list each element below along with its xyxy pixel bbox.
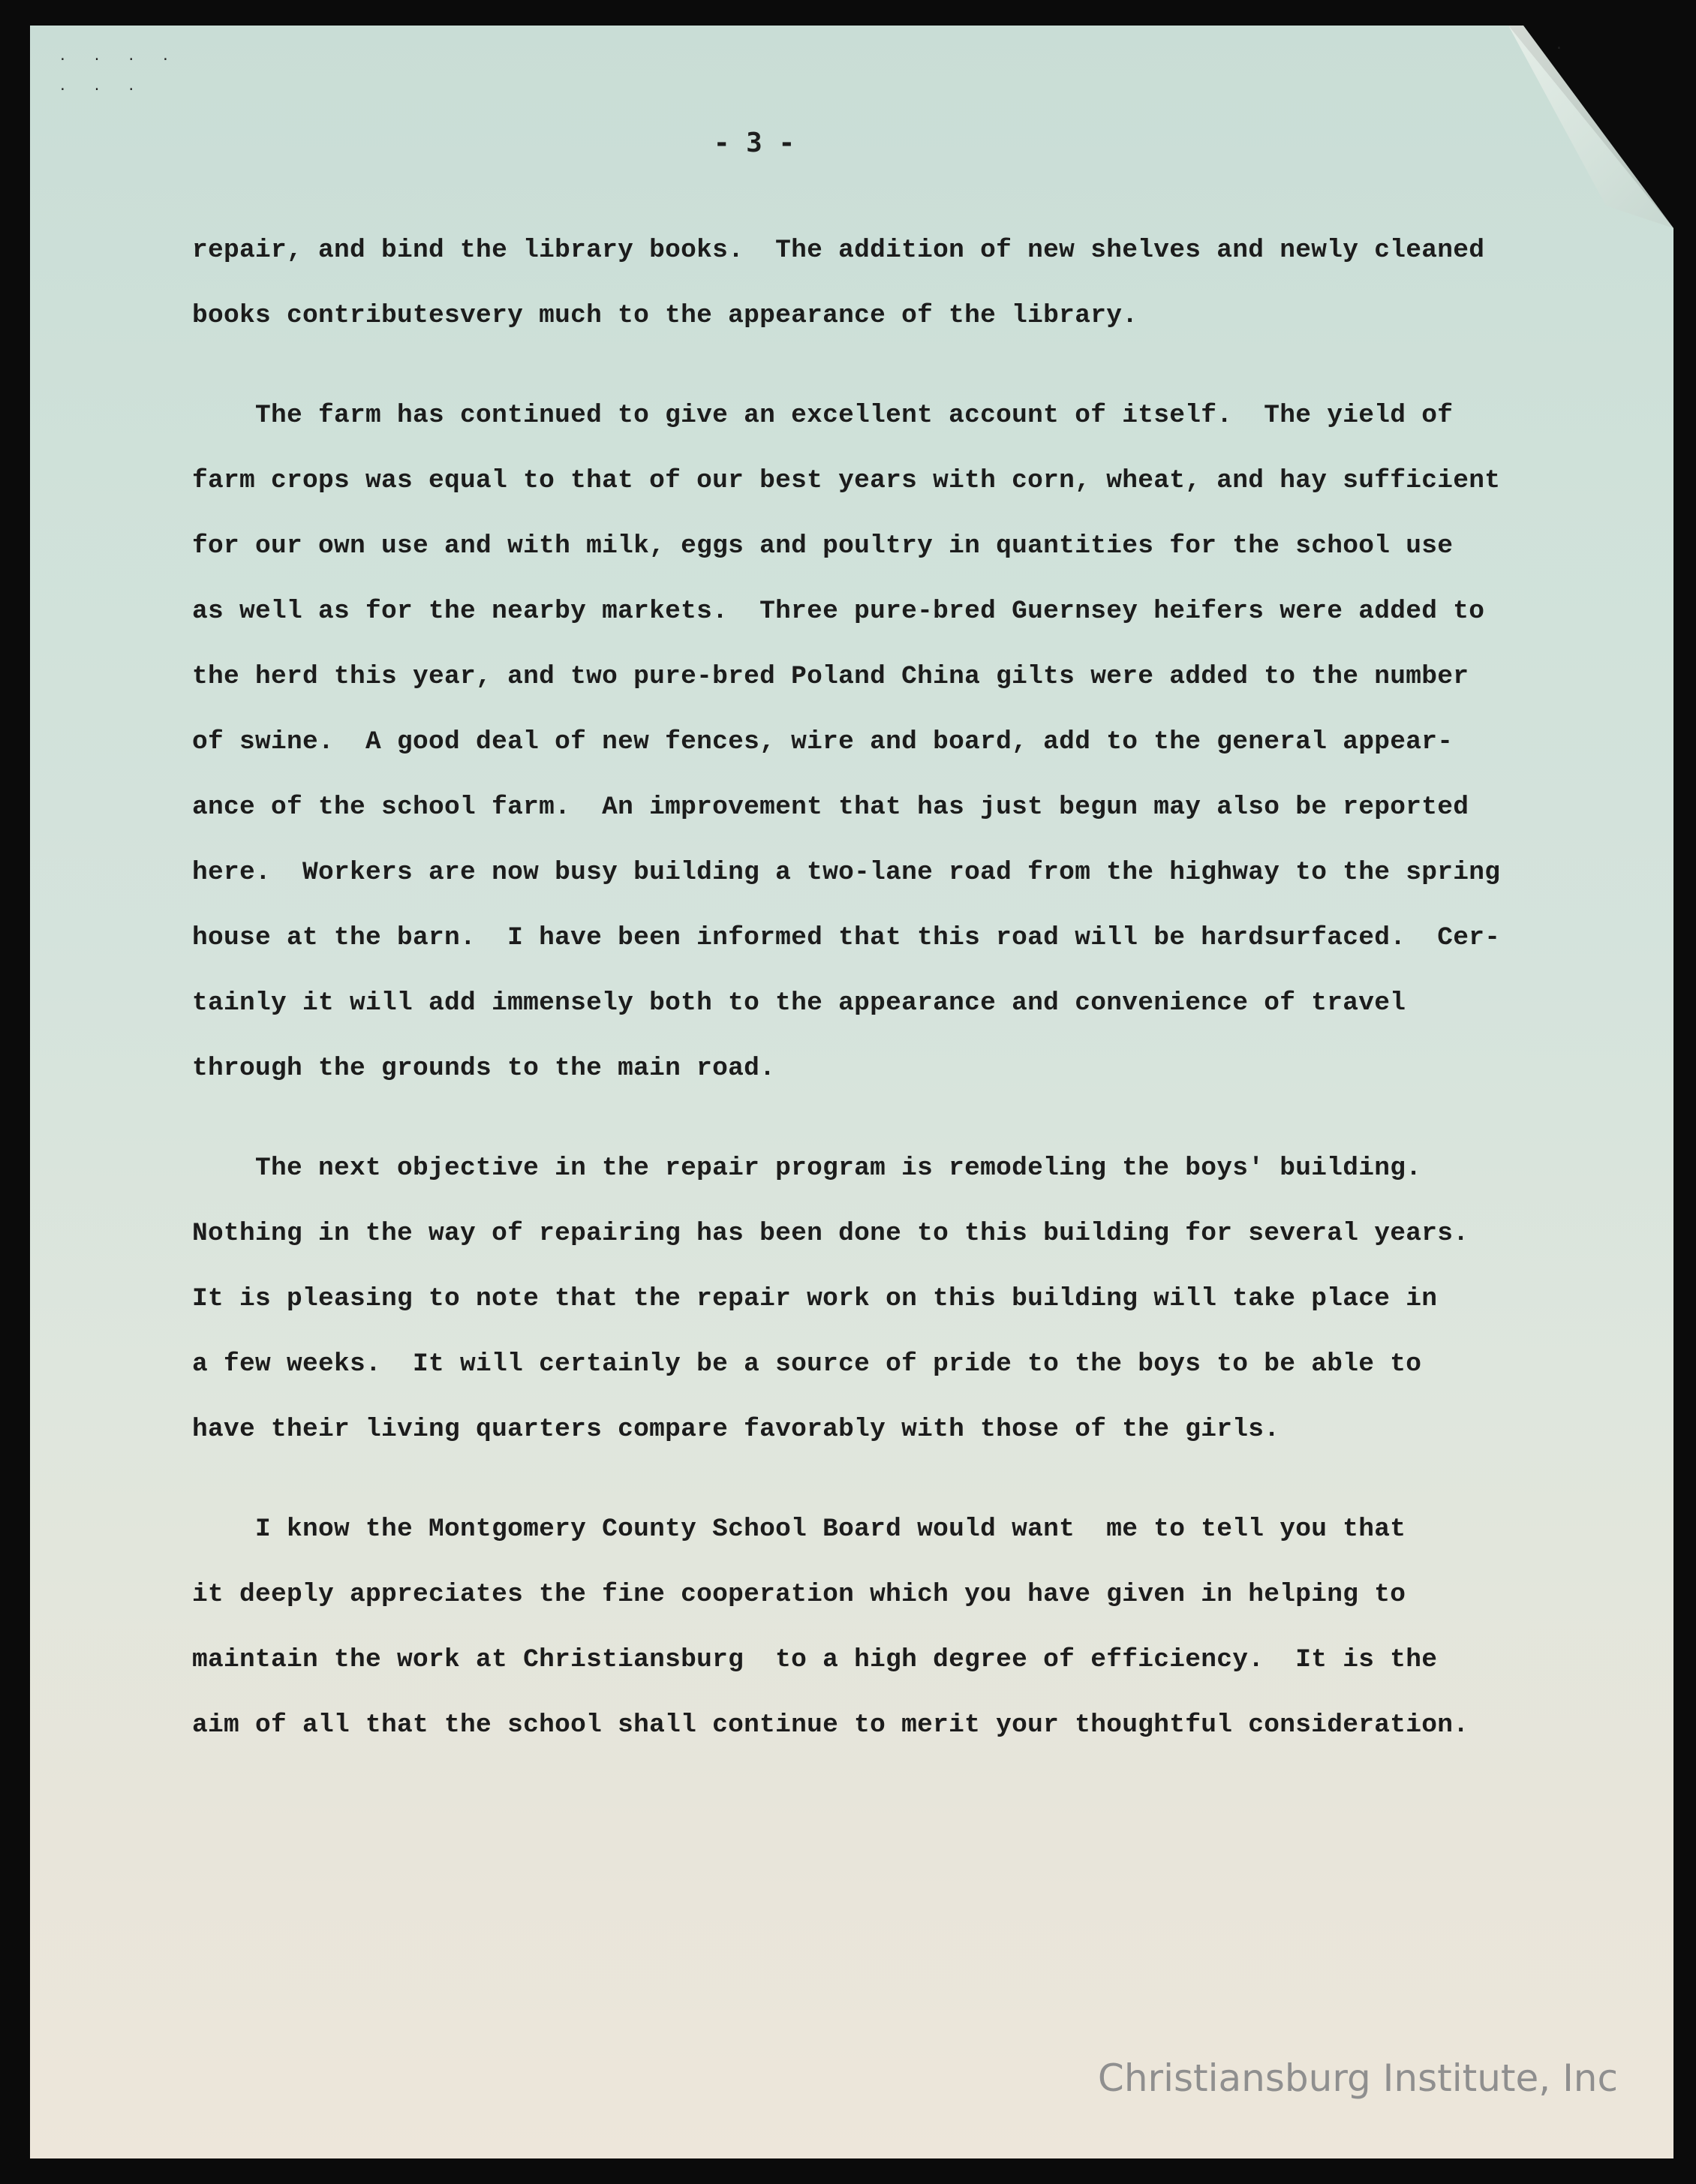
text-line: maintain the work at Christiansburg to a high degree of efficiency. It is the bbox=[192, 1645, 1438, 1674]
text-line: I know the Montgomery County School Board would want me to tell you that bbox=[192, 1515, 1406, 1544]
text-line: for our own use and with milk, eggs and poultry in quantities for the school use bbox=[192, 531, 1454, 561]
corner-speck-right: · bbox=[1555, 41, 1563, 56]
text-line: tainly it will add immensely both to the appearance and convenience of travel bbox=[192, 988, 1406, 1018]
text-line: books contributesvery much to the appearance of the library. bbox=[192, 301, 1138, 330]
text-line: The farm has continued to give an excellent account of itself. The yield of bbox=[192, 401, 1454, 430]
corner-specks: · · · · · · · bbox=[59, 52, 179, 98]
text-line: the herd this year, and two pure-bred Poland China gilts were added to the number bbox=[192, 662, 1469, 691]
text-line: aim of all that the school shall continue to merit your thoughtful consideration. bbox=[192, 1710, 1469, 1740]
paragraph-2 bbox=[192, 383, 1543, 1101]
paragraph-3 bbox=[192, 1136, 1543, 1462]
text-line: The next objective in the repair program is remodeling the boys' building. bbox=[192, 1154, 1422, 1183]
text-line: repair, and bind the library books. The addition of new shelves and newly cleaned bbox=[192, 236, 1485, 265]
text-line: ance of the school farm. An improvement that has just begun may also be reported bbox=[192, 793, 1469, 822]
paragraph-4 bbox=[192, 1497, 1543, 1758]
page-number: - 3 - bbox=[713, 128, 795, 158]
text-line: have their living quarters compare favorably with those of the girls. bbox=[192, 1415, 1280, 1444]
typed-body bbox=[192, 218, 1543, 1758]
text-line: as well as for the nearby markets. Three pure-bred Guernsey heifers were added to bbox=[192, 597, 1485, 626]
text-line: of swine. A good deal of new fences, wire and board, add to the general appear- bbox=[192, 727, 1454, 757]
text-line: a few weeks. It will certainly be a source of pride to the boys to be able to bbox=[192, 1349, 1422, 1379]
paragraph-1 bbox=[192, 218, 1543, 348]
watermark-text: Christiansburg Institute, Inc bbox=[1097, 2056, 1618, 2100]
text-line: it deeply appreciates the fine cooperation which you have given in helping to bbox=[192, 1580, 1406, 1609]
text-line: It is pleasing to note that the repair work on this building will take place in bbox=[192, 1284, 1438, 1313]
text-line: through the grounds to the main road. bbox=[192, 1054, 776, 1083]
text-line: farm crops was equal to that of our best years with corn, wheat, and hay sufficient bbox=[192, 466, 1501, 495]
text-line: Nothing in the way of repairing has been done to this building for several years. bbox=[192, 1219, 1469, 1248]
text-line: house at the barn. I have been informed that this road will be hardsurfaced. Cer- bbox=[192, 923, 1501, 952]
text-line: here. Workers are now busy building a two-lane road from the highway to the spring bbox=[192, 858, 1501, 887]
